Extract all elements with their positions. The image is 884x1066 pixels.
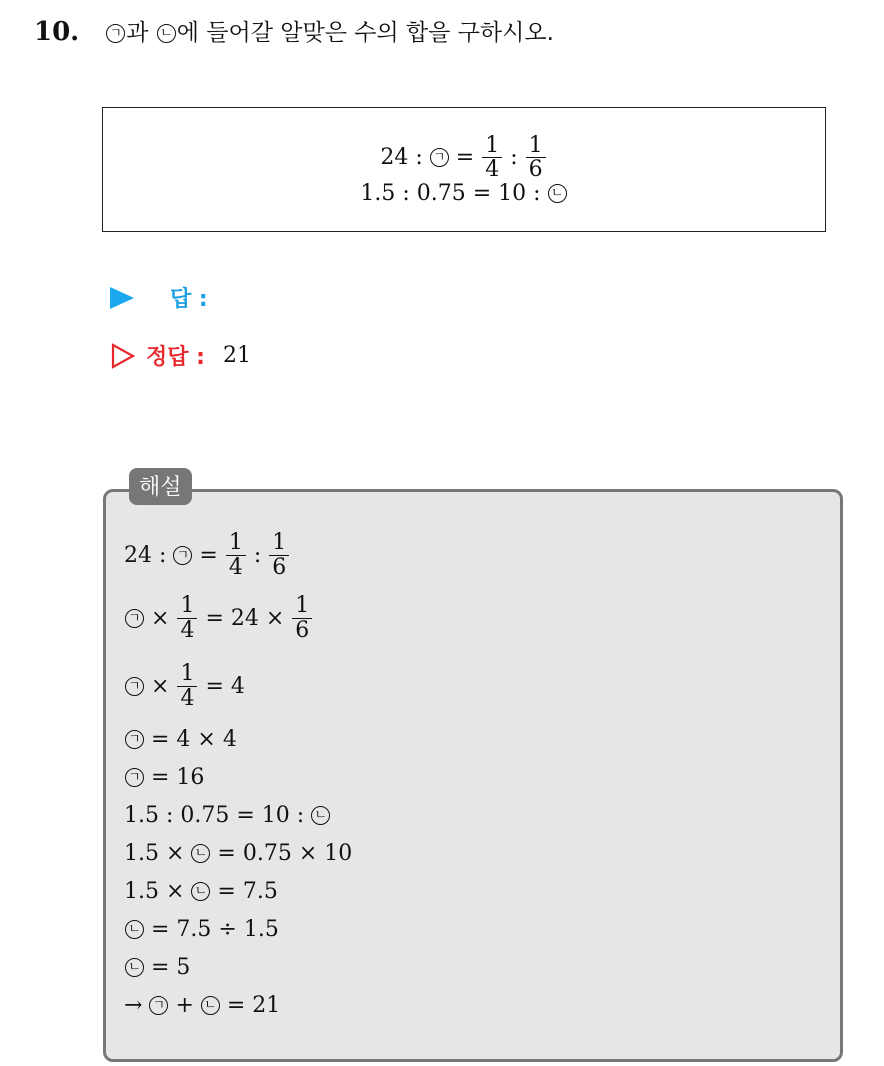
circled-nieun-icon: ㄴ (125, 920, 144, 939)
fraction-denominator: 6 (295, 617, 310, 643)
eq2-text: 1.5 : 0.75 = 10 : (360, 180, 541, 206)
solution-steps (124, 526, 352, 1024)
step-text: 1.5 × (124, 878, 185, 904)
circled-nieun-icon: ㄴ (157, 24, 176, 43)
fraction-one-quarter (177, 594, 197, 641)
solution-step-9 (124, 910, 352, 948)
question-text-part1: 과 (126, 20, 149, 46)
eq1-colon: : (510, 145, 518, 171)
circled-giyeok-icon: ㄱ (149, 996, 168, 1015)
solution-step-6 (124, 796, 352, 834)
play-triangle-icon (110, 287, 134, 309)
fraction-one-sixth (269, 531, 289, 578)
circled-giyeok-icon: ㄱ (430, 148, 449, 167)
step-text: = 16 (151, 764, 205, 790)
step-text: × (151, 605, 170, 631)
fraction-one-quarter (482, 134, 502, 181)
solution-step-10 (124, 948, 352, 986)
step-text: = 0.75 × 10 (217, 840, 353, 866)
fraction-one-sixth (292, 594, 312, 641)
outline-triangle-icon (110, 343, 136, 369)
question-number: 10. (34, 17, 80, 47)
eq1-equals: = (455, 145, 475, 171)
fraction-one-sixth (526, 134, 546, 181)
answer-label: 답 : (170, 287, 208, 312)
solution-step-4 (124, 720, 352, 758)
circled-giyeok-icon: ㄱ (125, 609, 144, 628)
fraction-denominator: 6 (272, 554, 287, 580)
solution-step-8 (124, 872, 352, 910)
step-text: 1.5 : 0.75 = 10 : (124, 802, 305, 828)
step-text: = 7.5 (217, 878, 278, 904)
circled-nieun-icon: ㄴ (548, 184, 567, 203)
circled-nieun-icon: ㄴ (311, 806, 330, 825)
step-text: = 4 × 4 (151, 726, 237, 752)
circled-giyeok-icon: ㄱ (125, 730, 144, 749)
circled-giyeok-icon: ㄱ (173, 546, 192, 565)
step-text: = 21 (226, 992, 281, 1018)
question-header (34, 14, 554, 47)
circled-giyeok-icon: ㄱ (125, 768, 144, 787)
step-text: = 7.5 ÷ 1.5 (151, 916, 279, 942)
solution-step-2 (124, 584, 352, 652)
circled-nieun-icon: ㄴ (125, 958, 144, 977)
step-text: × (151, 673, 170, 699)
answer-key-row (110, 340, 251, 371)
fraction-numerator: 1 (180, 661, 195, 687)
problem-box (102, 107, 826, 232)
fraction-denominator: 4 (180, 617, 195, 643)
solution-tag: 해설 (129, 468, 192, 505)
answer-key-value: 21 (222, 343, 251, 368)
circled-nieun-icon: ㄴ (191, 882, 210, 901)
fraction-numerator: 1 (485, 133, 500, 159)
solution-step-1 (124, 526, 352, 584)
step-text: = 5 (151, 954, 191, 980)
fraction-denominator: 4 (228, 554, 243, 580)
question-text-part2: 에 들어갈 알맞은 수의 합을 구하시오. (176, 20, 554, 46)
circled-nieun-icon: ㄴ (191, 844, 210, 863)
eq1-left: 24 : (380, 145, 423, 171)
answer-input-row[interactable] (110, 282, 208, 313)
problem-equation-2 (360, 182, 567, 205)
step-text: 1.5 × (124, 840, 185, 866)
fraction-numerator: 1 (272, 530, 287, 556)
fraction-numerator: 1 (228, 530, 243, 556)
fraction-one-quarter (177, 662, 197, 709)
solution-step-7 (124, 834, 352, 872)
arrow-right-icon: → (124, 992, 143, 1018)
fraction-denominator: 4 (485, 157, 500, 183)
answer-key-label: 정답 : (146, 345, 205, 370)
step-text: 24 : (124, 542, 167, 568)
question-text (105, 14, 554, 47)
solution-step-3 (124, 652, 352, 720)
step-text: = 4 (205, 673, 245, 699)
fraction-one-quarter (226, 531, 246, 578)
fraction-numerator: 1 (295, 593, 310, 619)
solution-step-5 (124, 758, 352, 796)
solution-step-11 (124, 986, 352, 1024)
step-text: + (175, 992, 194, 1018)
circled-nieun-icon: ㄴ (201, 996, 220, 1015)
fraction-denominator: 4 (180, 685, 195, 711)
fraction-numerator: 1 (528, 133, 543, 159)
step-text: = (199, 542, 218, 568)
problem-equation-1 (380, 134, 547, 181)
fraction-denominator: 6 (528, 157, 543, 183)
circled-giyeok-icon: ㄱ (106, 24, 125, 43)
circled-giyeok-icon: ㄱ (125, 677, 144, 696)
fraction-numerator: 1 (180, 593, 195, 619)
step-text: = 24 × (205, 605, 285, 631)
step-text: : (253, 542, 262, 568)
